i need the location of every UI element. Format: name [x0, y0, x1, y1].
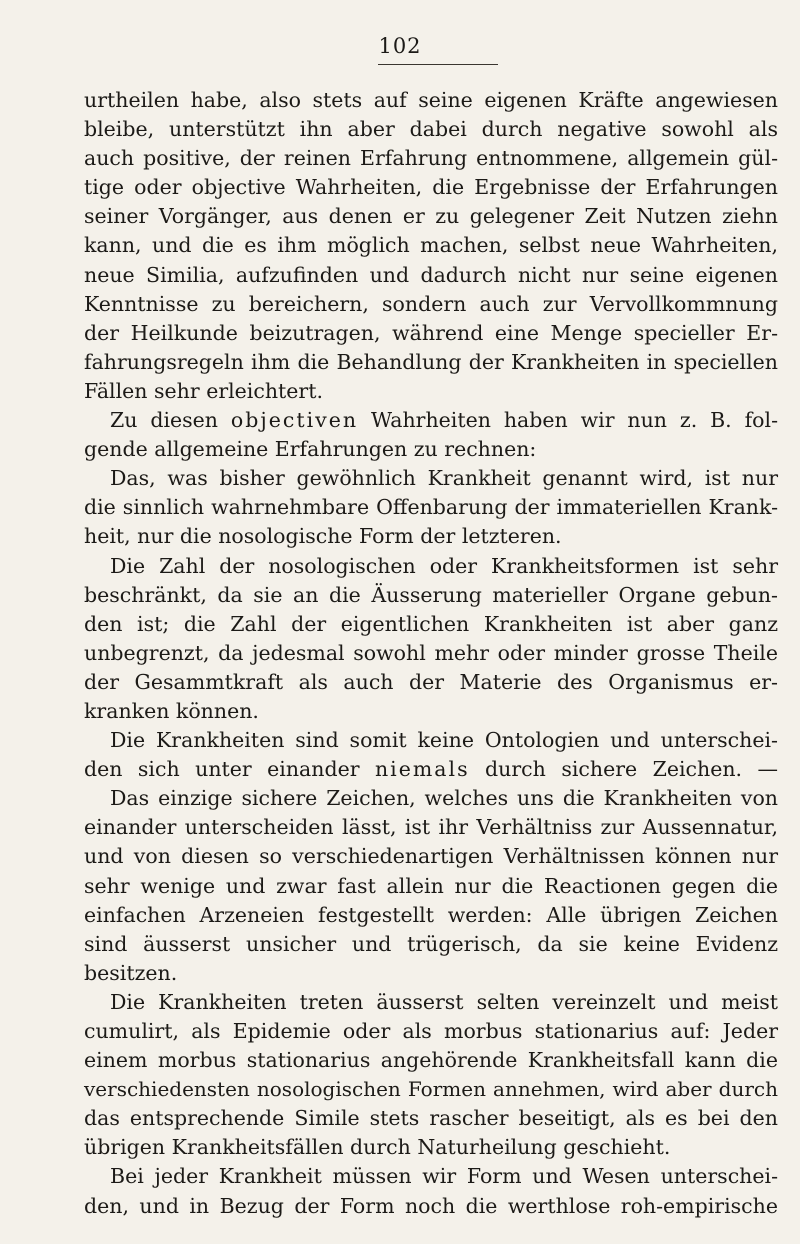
spaced-emphasis: objectiven — [230, 408, 359, 433]
text-line: übrigen Krankheitsfällen durch Naturheilung geschieht. — [84, 1135, 671, 1160]
text-segment: Zu diesen — [110, 408, 231, 433]
text-line: Kenntnisse zu bereichern, sondern auch zur Vervollkommnung — [84, 291, 778, 316]
text-line: auch positive, der reinen Erfahrung entnommene, allgemein gül- — [84, 146, 778, 171]
text-line: und von diesen so verschiedenartigen Verhältnissen können nur — [84, 844, 778, 869]
text-line: Das, was bisher gewöhnlich Krankheit genannt wird, ist nur — [110, 466, 778, 491]
text-line: bleibe, unterstützt ihn aber dabei durch negative sowohl als — [84, 117, 778, 142]
text-line — [84, 755, 778, 784]
text-segment: Wahrheiten haben wir nun z. B. fol- — [358, 408, 778, 433]
text-line: neue Similia, aufzufinden und dadurch nicht nur seine eigenen — [84, 262, 778, 287]
text-line: beschränkt, da sie an die Äusserung materieller Organe gebun- — [84, 582, 778, 607]
text-line: tige oder objective Wahrheiten, die Ergebnisse der Erfahrungen — [84, 175, 778, 200]
text-line: seiner Vorgänger, aus denen er zu gelegener Zeit Nutzen ziehn — [84, 204, 778, 229]
text-line: den, und in Bezug der Form noch die werthlose roh-empirische — [84, 1193, 778, 1218]
text-line: der Gesammtkraft als auch der Materie des Organismus er- — [84, 669, 778, 694]
text-line: Bei jeder Krankheit müssen wir Form und Wesen unterschei- — [110, 1164, 778, 1189]
text-line: fahrungsregeln ihm die Behandlung der Krankheiten in speciellen — [84, 349, 778, 374]
text-line: einander unterscheiden lässt, ist ihr Verhältniss zur Aussennatur, — [84, 815, 778, 840]
text-segment: durch sichere Zeichen. — — [469, 757, 779, 782]
spaced-emphasis: niemals — [374, 757, 470, 782]
text-line: Die Krankheiten sind somit keine Ontologien und unterschei- — [110, 728, 778, 753]
page-number-rule — [378, 64, 498, 65]
text-line: gende allgemeine Erfahrungen zu rechnen: — [84, 437, 537, 462]
text-line: Die Zahl der nosologischen oder Krankheitsformen ist sehr — [110, 553, 778, 578]
text-line: einem morbus stationarius angehörende Krankheitsfall kann die — [84, 1048, 778, 1073]
text-line: die sinnlich wahrnehmbare Offenbarung der immateriellen Krank- — [84, 495, 778, 520]
text-segment: den sich unter einander — [84, 757, 375, 782]
text-line: das entsprechende Simile stets rascher beseitigt, als es bei den — [84, 1106, 778, 1131]
text-line: heit, nur die nosologische Form der letzteren. — [84, 524, 562, 549]
text-line: sind äusserst unsicher und trügerisch, da sie keine Evidenz — [84, 931, 778, 956]
text-line: einfachen Arzeneien festgestellt werden: Alle übrigen Zeichen — [84, 902, 778, 927]
text-line: Fällen sehr erleichtert. — [84, 378, 323, 403]
text-line: Das einzige sichere Zeichen, welches uns die Krankheiten von — [110, 786, 778, 811]
text-line: unbegrenzt, da jedesmal sowohl mehr oder minder grosse Theile — [84, 640, 778, 665]
text-line: verschiedensten nosologischen Formen annehmen, wird aber durch — [84, 1077, 778, 1102]
text-line: cumulirt, als Epidemie oder als morbus stationarius auf: Jeder — [84, 1019, 778, 1043]
body-text — [84, 86, 778, 1221]
text-line: besitzen. — [84, 960, 178, 985]
page-number: 102 — [378, 34, 422, 58]
text-line: kranken können. — [84, 698, 259, 723]
text-line: der Heilkunde beizutragen, während eine Menge specieller Er- — [84, 320, 778, 345]
text-line: Die Krankheiten treten äusserst selten vereinzelt und meist — [110, 989, 778, 1014]
text-line: urtheilen habe, also stets auf seine eigenen Kräfte angewiesen — [84, 88, 778, 112]
text-line — [84, 406, 778, 435]
text-line: den ist; die Zahl der eigentlichen Krankheiten ist aber ganz — [84, 611, 778, 636]
text-line: kann, und die es ihm möglich machen, selbst neue Wahrheiten, — [84, 233, 778, 258]
text-line: sehr wenige und zwar fast allein nur die Reactionen gegen die — [84, 873, 778, 898]
